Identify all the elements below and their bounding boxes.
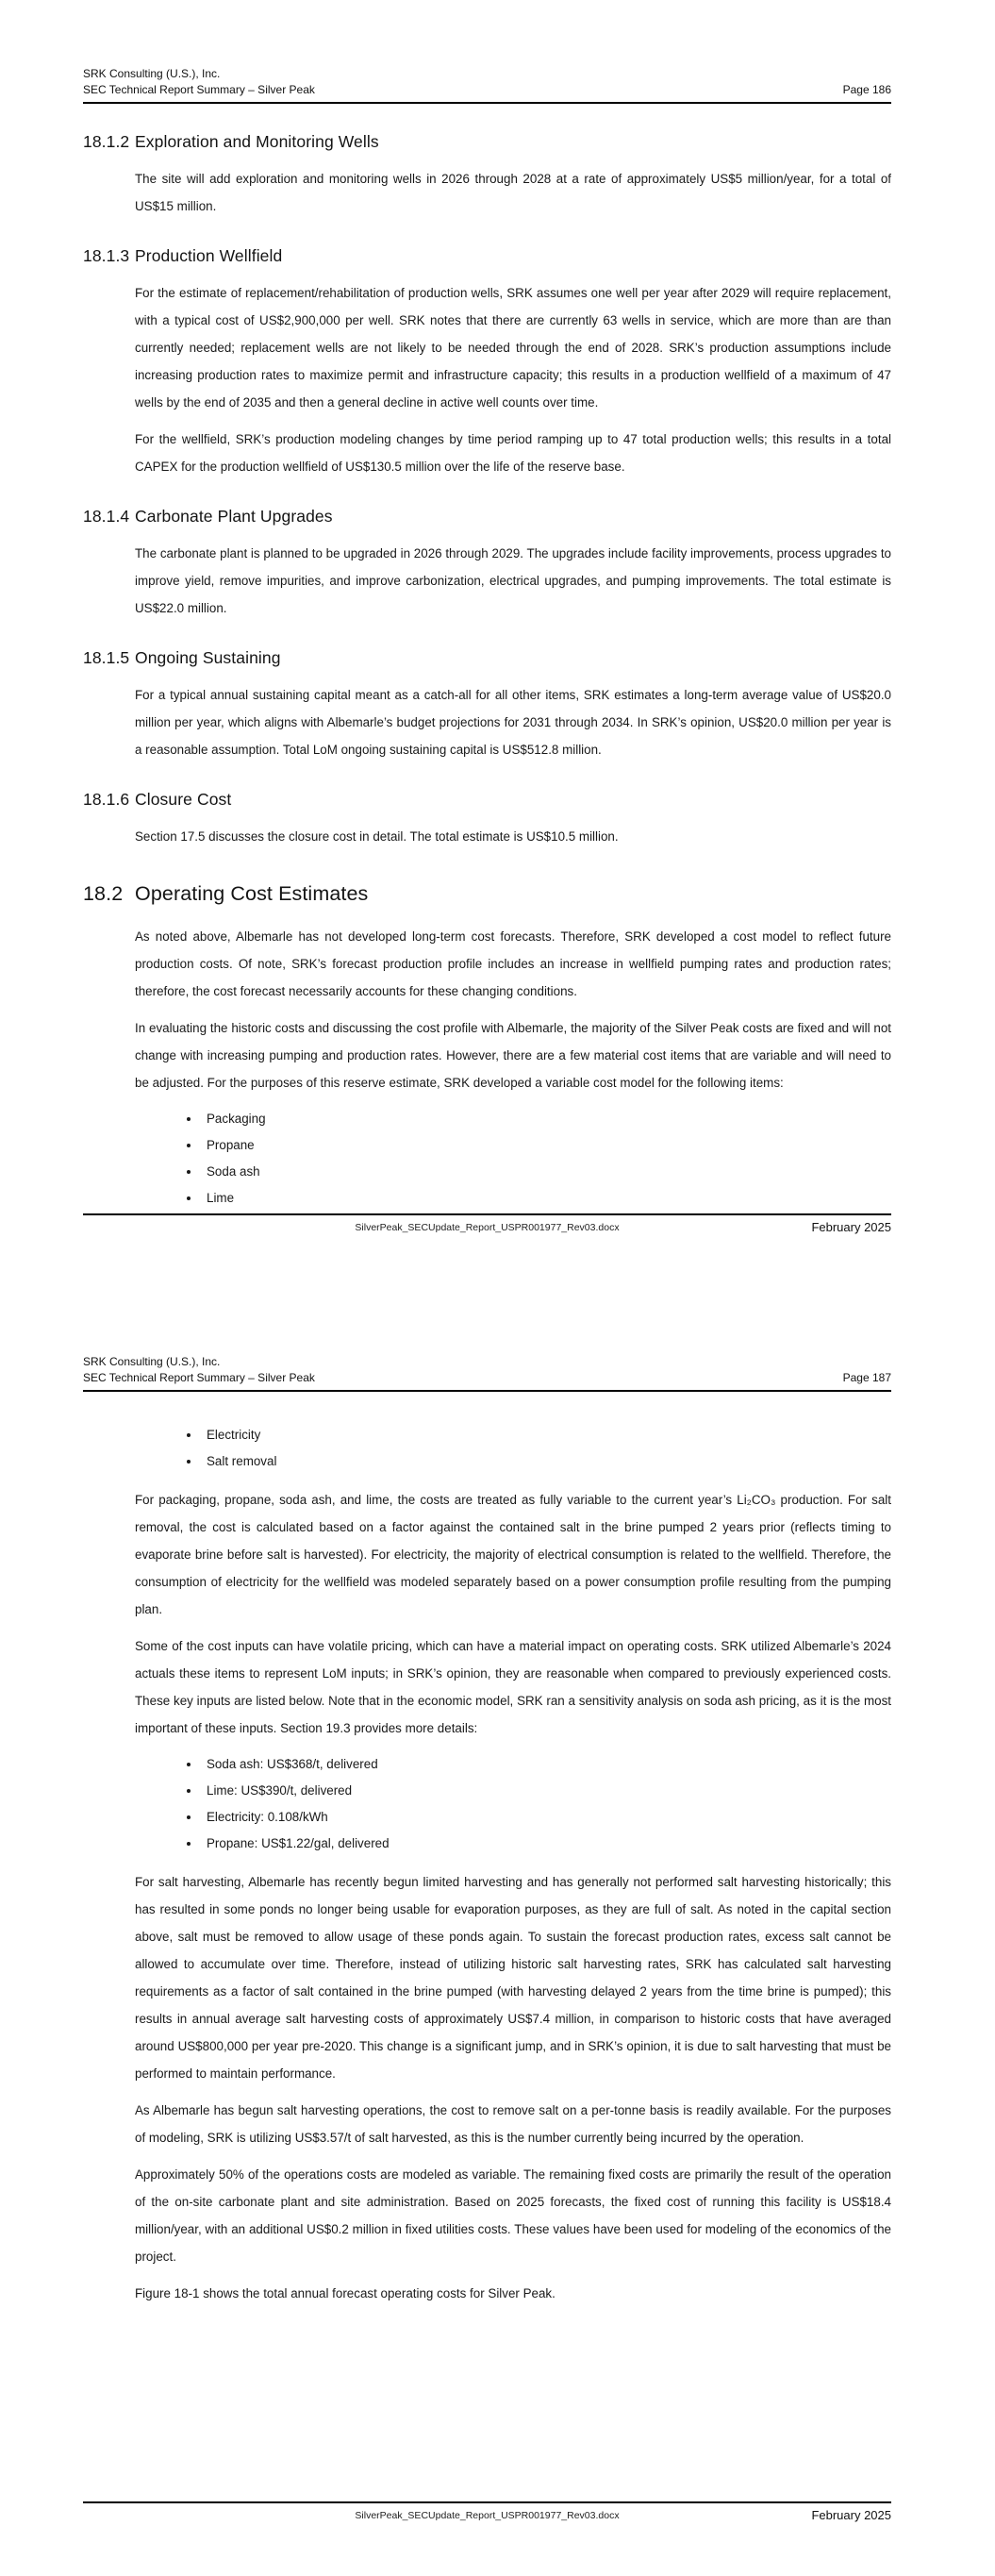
paragraph: For the wellfield, SRK’s production modeling changes by time period ramping up to 47 total production wells; this results in a total CAPEX for the production wellfield of US$130.5 million over the life of the reserve base. — [135, 432, 891, 474]
page-header — [83, 66, 891, 104]
list-item: • Soda ash: US$368/t, delivered — [201, 1751, 891, 1778]
paragraph: For packaging, propane, soda ash, and lime, the costs are treated as fully variable to the current year’s Li₂CO₃ production. For salt removal, the cost is calculated based on a factor against the contained salt in the brine pumped 2 years prior (reflects timing to evaporate brine before salt is harvested). For electricity, the majority of electrical consumption is related to the wellfield. Therefore, the consumption of electricity for the wellfield was modeled separately based on a power consumption profile resulting from the pumping plan. — [135, 1493, 891, 1616]
paragraph: As Albemarle has begun salt harvesting operations, the cost to remove salt on a per-tonne basis is readily available. For the purposes of modeling, SRK is utilizing US$3.57/t of salt harvested, as this is the number currently being incurred by the operation. — [135, 2103, 891, 2145]
page-footer — [83, 2501, 891, 2521]
variable-cost-items-list — [135, 1106, 891, 1212]
page-content — [83, 132, 891, 1212]
header-company: SRK Consulting (U.S.), Inc. — [83, 1355, 221, 1368]
paragraph: Figure 18-1 shows the total annual forecast operating costs for Silver Peak. — [135, 2286, 556, 2300]
section-heading-18-1-6 — [83, 790, 891, 810]
paragraph: Section 17.5 discusses the closure cost in detail. The total estimate is US$10.5 million. — [135, 829, 619, 844]
list-item: • Propane — [201, 1132, 891, 1159]
paragraph: The site will add exploration and monitoring wells in 2026 through 2028 at a rate of approximately US$5 million/year, for a total of US$15 million. — [135, 172, 891, 213]
paragraph: For a typical annual sustaining capital meant as a catch-all for all other items, SRK estimates a long-term average value of US$20.0 million per year, which aligns with Albemarle’s budget projections for 2031 through 2034. In SRK’s opinion, US$20.0 million per year is a reasonable assumption. Total LoM ongoing sustaining capital is US$512.8 million. — [135, 688, 891, 757]
heading-title: Operating Cost Estimates — [135, 882, 369, 905]
paragraph: In evaluating the historic costs and discussing the cost profile with Albemarle, the majority of the Silver Peak costs are fixed and will not change with increasing pumping and production rates. However, there are a few material cost items that are variable and will need to be adjusted. For the purposes of this reserve estimate, SRK developed a variable cost model for the following items: — [135, 1021, 891, 1090]
heading-number: 18.1.6 — [83, 790, 130, 809]
variable-cost-items-list-continued — [135, 1422, 891, 1475]
paragraph: Approximately 50% of the operations costs are modeled as variable. The remaining fixed costs are primarily the result of the operation of the on-site carbonate plant and site administration. Based on 2025 forecasts, the fixed cost of running this facility is US$18.4 million/year, with an additional US$0.2 million in fixed utilities costs. These values have been used for modeling of the economics of the project. — [135, 2167, 891, 2264]
header-company: SRK Consulting (U.S.), Inc. — [83, 67, 221, 80]
list-item: • Soda ash — [201, 1159, 891, 1185]
list-item: • Lime — [201, 1185, 891, 1212]
heading-number: 18.1.4 — [83, 507, 130, 526]
section-heading-18-2 — [83, 882, 891, 906]
page-footer — [83, 1213, 891, 1233]
footer-filename: SilverPeak_SECUpdate_Report_USPR001977_Rev03.docx — [355, 2510, 620, 2521]
list-item: • Salt removal — [201, 1448, 891, 1475]
section-heading-18-1-5 — [83, 648, 891, 668]
footer-date: February 2025 — [811, 1220, 891, 1234]
heading-number: 18.1.5 — [83, 648, 130, 667]
header-report-title: SEC Technical Report Summary – Silver Peak — [83, 1371, 315, 1384]
heading-title: Production Wellfield — [135, 246, 283, 265]
paragraph: For the estimate of replacement/rehabilitation of production wells, SRK assumes one well per year after 2029 will require replacement, with a typical cost of US$2,900,000 per well. SRK notes that there are currently 63 wells in service, which are more than are than currently needed; replacement wells are not likely to be needed through the end of 2028. SRK’s production assumptions include increasing production rates to maximize permit and infrastructure capacity; this results in a production wellfield of a maximum of 47 wells by the end of 2035 and then a general decline in active well counts over time. — [135, 286, 891, 410]
paragraph: As noted above, Albemarle has not developed long-term cost forecasts. Therefore, SRK developed a cost model to reflect future production costs. Of note, SRK’s forecast production profile includes an increase in wellfield pumping rates and production rates; therefore, the cost forecast necessarily accounts for these changing conditions. — [135, 929, 891, 998]
heading-title: Ongoing Sustaining — [135, 648, 281, 667]
section-heading-18-1-3 — [83, 246, 891, 266]
footer-date: February 2025 — [811, 2508, 891, 2522]
heading-title: Closure Cost — [135, 790, 232, 809]
key-inputs-list — [135, 1751, 891, 1857]
header-page-number: Page 187 — [842, 1371, 891, 1384]
section-heading-18-1-2 — [83, 132, 891, 152]
section-heading-18-1-4 — [83, 507, 891, 527]
paragraph: Some of the cost inputs can have volatile pricing, which can have a material impact on operating costs. SRK utilized Albemarle’s 2024 actuals these items to represent LoM inputs; in SRK’s opinion, they are reasonable when compared to previously experienced costs. These key inputs are listed below. Note that in the economic model, SRK ran a sensitivity analysis on soda ash pricing, as it is the most important of these inputs. Section 19.3 provides more details: — [135, 1639, 891, 1735]
heading-number: 18.1.3 — [83, 246, 130, 265]
paragraph: For salt harvesting, Albemarle has recently begun limited harvesting and has generally not performed salt harvesting historically; this has resulted in some ponds no longer being usable for evaporation purposes, as they are full of salt. As noted in the capital section above, salt must be removed to allow usage of these ponds again. To sustain the forecast production rates, excess salt cannot be allowed to accumulate over time. Therefore, instead of utilizing historic salt harvesting rates, SRK has calculated salt harvesting requirements as a factor of salt contained in the brine pumped (with harvesting delayed 2 years from the time brine is pumped); this results in annual average salt harvesting costs of approximately US$7.4 million, in comparison to historic costs that have averaged around US$800,000 per year pre-2020. This change is a significant jump, and in SRK’s opinion, it is due to salt harvesting that must be performed to maintain performance. — [135, 1875, 891, 2081]
heading-number: 18.2 — [83, 882, 124, 905]
heading-title: Exploration and Monitoring Wells — [135, 132, 379, 151]
list-item: • Propane: US$1.22/gal, delivered — [201, 1831, 891, 1857]
list-item: • Electricity: 0.108/kWh — [201, 1804, 891, 1831]
header-page-number: Page 186 — [842, 83, 891, 96]
footer-filename: SilverPeak_SECUpdate_Report_USPR001977_Rev03.docx — [355, 1222, 620, 1233]
list-item: • Electricity — [201, 1422, 891, 1448]
page-content — [83, 1422, 891, 2307]
page-187 — [0, 1288, 995, 2576]
page-header — [83, 1354, 891, 1392]
heading-number: 18.1.2 — [83, 132, 130, 151]
heading-title: Carbonate Plant Upgrades — [135, 507, 333, 526]
header-report-title: SEC Technical Report Summary – Silver Peak — [83, 83, 315, 96]
list-item: • Packaging — [201, 1106, 891, 1132]
paragraph: The carbonate plant is planned to be upgraded in 2026 through 2029. The upgrades include facility improvements, process upgrades to improve yield, remove impurities, and improve carbonization, electrical upgrades, and pumping improvements. The total estimate is US$22.0 million. — [135, 546, 891, 615]
list-item: • Lime: US$390/t, delivered — [201, 1778, 891, 1804]
